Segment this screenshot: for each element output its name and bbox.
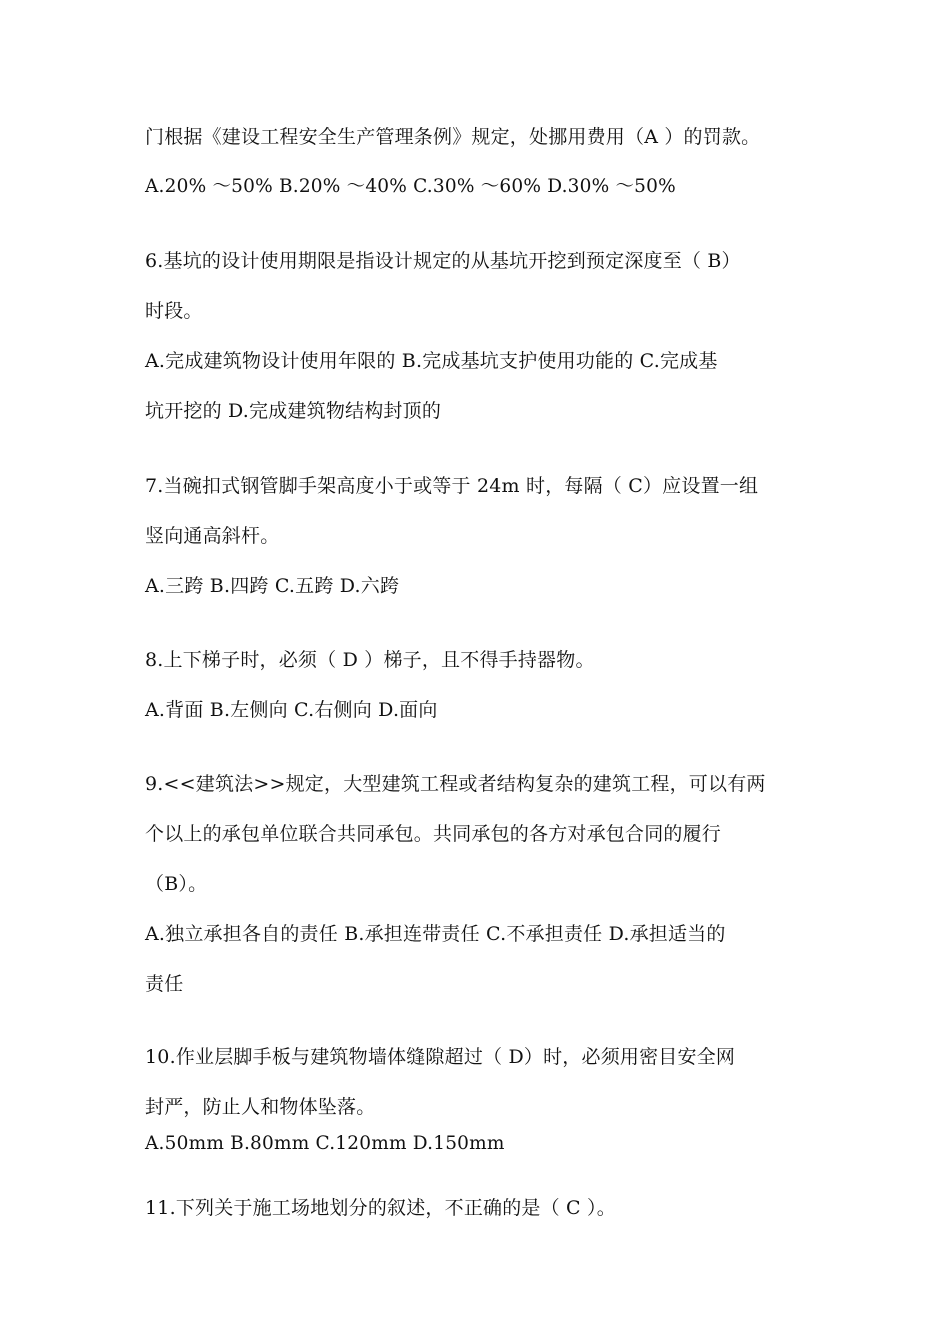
question-10-text-cont: 封严，防止人和物体坠落。	[145, 1096, 376, 1118]
question-9-text-cont: 个以上的承包单位联合共同承包。共同承包的各方对承包合同的履行	[145, 823, 722, 845]
question-9-options: A.独立承担各自的责任 B.承担连带责任 C.不承担责任 D.承担适当的	[145, 923, 726, 945]
question-6-text: 6.基坑的设计使用期限是指设计规定的从基坑开挖到预定深度至（ B）	[145, 250, 741, 272]
question-8-text: 8.上下梯子时，必须（ D ）梯子，且不得手持器物。	[145, 649, 595, 671]
question-10-text: 10.作业层脚手板与建筑物墙体缝隙超过（ D）时，必须用密目安全网	[145, 1046, 736, 1068]
question-9-options-cont: 责任	[145, 973, 184, 995]
question-8-options: A.背面 B.左侧向 C.右侧向 D.面向	[145, 699, 438, 721]
question-6-text-cont: 时段。	[145, 300, 203, 322]
question-7-text-cont: 竖向通高斜杆。	[145, 525, 280, 547]
question-9-answer: （B）。	[145, 873, 208, 895]
question-5-text-cont: 门根据《建设工程安全生产管理条例》规定，处挪用费用（A ）的罚款。	[145, 126, 761, 148]
question-6-options-cont: 坑开挖的 D.完成建筑物结构封顶的	[145, 400, 442, 422]
question-7-text: 7.当碗扣式钢管脚手架高度小于或等于 24m 时，每隔（ C）应设置一组	[145, 475, 759, 497]
question-5-options: A.20% ～50% B.20% ～40% C.30% ～60% D.30% ～50%	[145, 176, 676, 197]
question-6-options: A.完成建筑物设计使用年限的 B.完成基坑支护使用功能的 C.完成基	[145, 350, 718, 372]
question-9-text: 9.<<建筑法>>规定，大型建筑工程或者结构复杂的建筑工程，可以有两	[145, 773, 766, 795]
question-7-options: A.三跨 B.四跨 C.五跨 D.六跨	[145, 575, 400, 597]
question-11-text: 11.下列关于施工场地划分的叙述，不正确的是（ C ）。	[145, 1197, 616, 1219]
question-10-options: A.50mm B.80mm C.120mm D.150mm	[145, 1133, 505, 1154]
